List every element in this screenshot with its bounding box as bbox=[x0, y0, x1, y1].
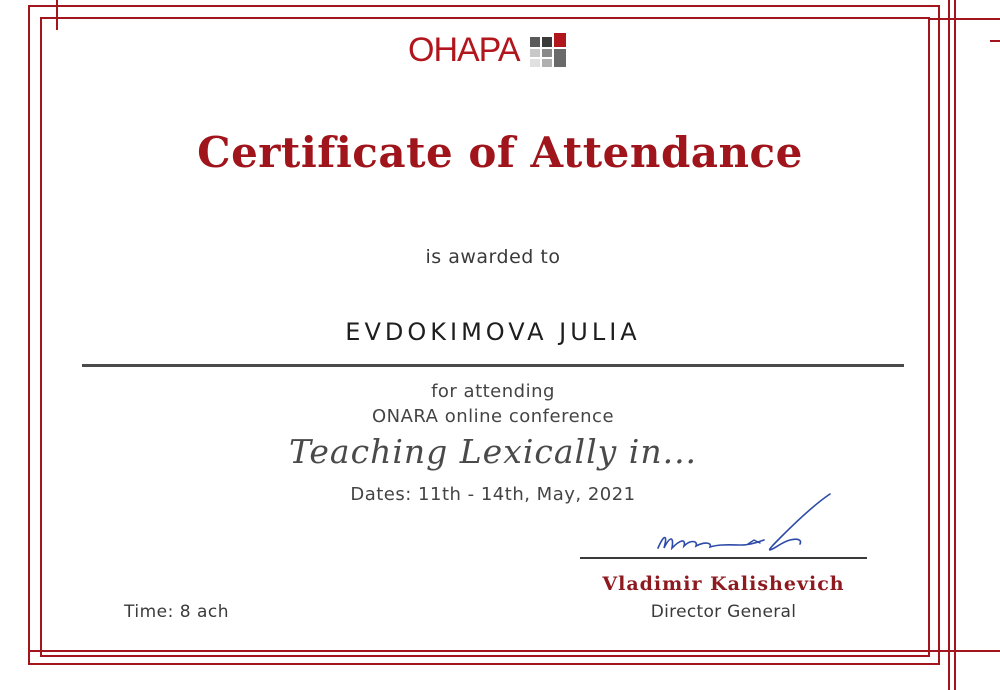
conference-dates: Dates: 11th - 14th, May, 2021 bbox=[350, 484, 636, 505]
recipient-underline bbox=[82, 364, 904, 367]
frame-left-line bbox=[56, 0, 58, 30]
awarded-text: is awarded to bbox=[425, 246, 561, 268]
handwritten-signature bbox=[650, 490, 840, 560]
logo-text: OHAPA bbox=[408, 31, 520, 69]
for-attending-text: for attending bbox=[431, 381, 555, 402]
logo-mark-icon bbox=[530, 33, 566, 67]
signature-line bbox=[580, 557, 867, 559]
frame-corner-line bbox=[990, 40, 1000, 42]
course-hours: Time: 8 ach bbox=[124, 602, 229, 622]
frame-bottom-line bbox=[28, 650, 1000, 652]
signatory-name: Vladimir Kalishevich bbox=[602, 573, 845, 595]
conference-name: ONARA online conference bbox=[371, 406, 615, 427]
logo bbox=[408, 30, 566, 70]
recipient-name: EVDOKIMOVA JULIA bbox=[345, 318, 641, 346]
certificate-title: Certificate of Attendance bbox=[197, 128, 803, 177]
frame-top-line bbox=[928, 18, 1000, 20]
signatory-title: Director General bbox=[650, 602, 797, 622]
course-title: Teaching Lexically in... bbox=[288, 432, 698, 471]
